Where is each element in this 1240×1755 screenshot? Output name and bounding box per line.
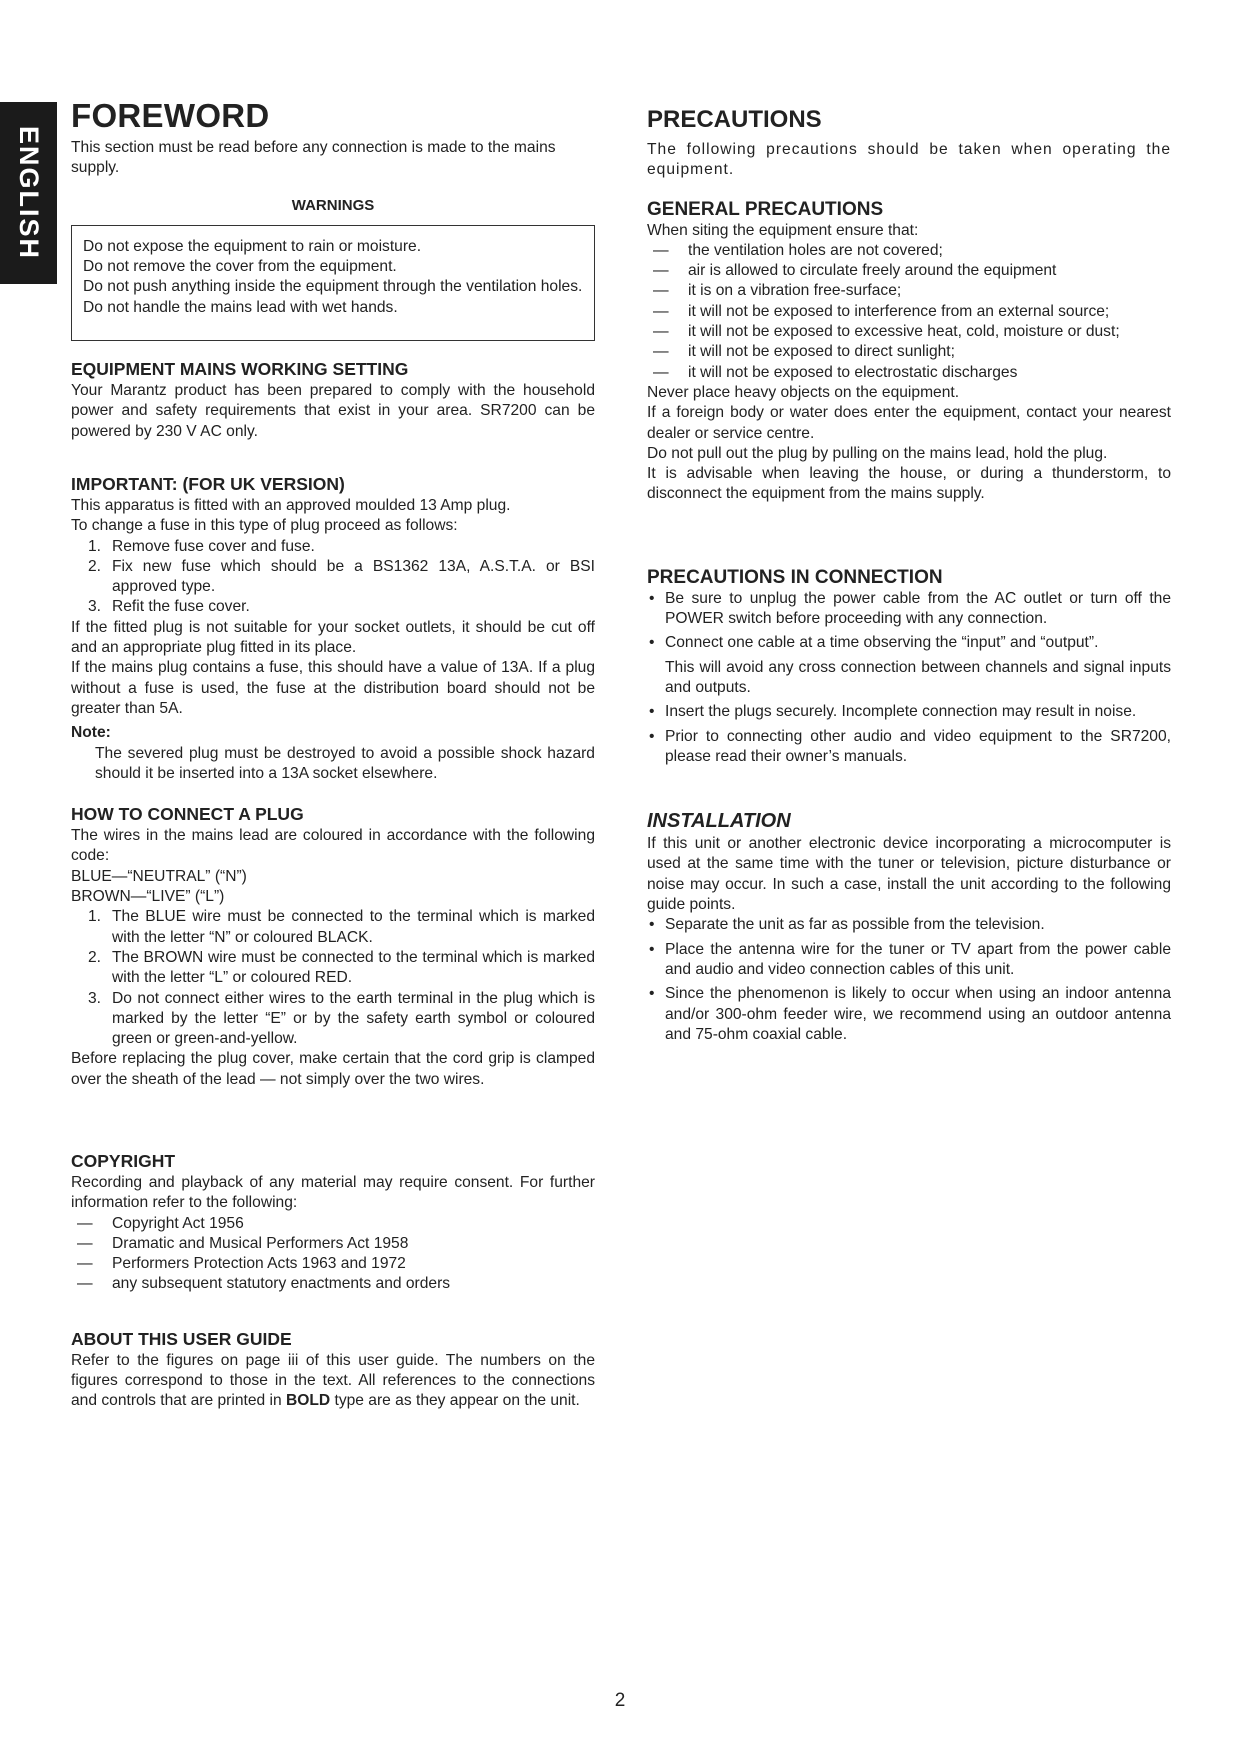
uk-version-intro1: This apparatus is fitted with an approved moulded 13 Amp plug.	[71, 496, 511, 514]
wire-blue: BLUE—“NEUTRAL” (“N”)	[71, 867, 247, 885]
warning-line: Do not push anything inside the equipment through the ventilation holes.	[83, 278, 583, 296]
list-item: • Be sure to unplug the power cable from the AC outlet or turn off the POWER switch before proceeding with any connection.	[649, 589, 1171, 628]
list-item: 2. The BROWN wire must be connected to the terminal which is marked with the letter “L” or coloured RED.	[87, 948, 595, 987]
uk-version-para2: If the mains plug contains a fuse, this should have a value of 13A. If a plug without a fuse is used, the fuse at the distribution board should not be greater than 5A.	[71, 659, 595, 717]
general-para: Never place heavy objects on the equipment.	[647, 383, 960, 401]
general-para: It is advisable when leaving the house, or during a thunderstorm, to disconnect the equipment from the mains supply.	[647, 465, 1171, 503]
installation-intro: If this unit or another electronic device incorporating a microcomputer is used at the same time with the tuner or television, picture disturbance or noise may occur. In such a case, install the unit according to the following guide points.	[647, 835, 1171, 914]
note-text: The severed plug must be destroyed to avoid a possible shock hazard should it be inserted into a 13A socket elsewhere.	[95, 744, 595, 782]
mains-setting-title: EQUIPMENT MAINS WORKING SETTING	[71, 359, 409, 380]
right-column	[647, 96, 1171, 1049]
list-item: 1. The BLUE wire must be connected to the terminal which is marked with the letter “N” or coloured BLACK.	[87, 908, 595, 946]
general-para: Do not pull out the plug by pulling on the mains lead, hold the plug.	[647, 444, 1108, 462]
warnings-title: WARNINGS	[291, 196, 375, 214]
connect-plug-outro: Before replacing the plug cover, make certain that the cord grip is clamped over the sheath of the lead — not simply over the two wires.	[71, 1050, 595, 1088]
fuse-steps-list	[71, 537, 595, 618]
copyright-intro: Recording and playback of any material may require consent. For further information refer to the following:	[71, 1173, 595, 1212]
general-list	[647, 241, 1171, 383]
installation-list	[647, 915, 1171, 1045]
list-item: — it will not be exposed to excessive heat, cold, moisture or dust;	[653, 323, 1120, 341]
list-item: — Performers Protection Acts 1963 and 1972	[77, 1255, 406, 1273]
list-item: • Prior to connecting other audio and video equipment to the SR7200, please read their owner’s manuals.	[649, 727, 1171, 765]
wire-steps-list	[71, 907, 595, 1049]
page-number: 2	[614, 1690, 626, 1711]
list-item: • Insert the plugs securely. Incomplete connection may result in noise.	[649, 703, 1137, 721]
list-item: — it will not be exposed to electrostatic discharges	[653, 363, 1018, 381]
left-column	[71, 96, 595, 1412]
list-item: 3. Refit the fuse cover.	[87, 598, 250, 616]
list-item: • Separate the unit as far as possible from the television.	[649, 916, 1045, 934]
list-item: — it is on a vibration free-surface;	[653, 282, 902, 300]
bold-word: BOLD	[285, 1392, 331, 1410]
general-precautions-title: GENERAL PRECAUTIONS	[647, 198, 884, 220]
general-intro: When siting the equipment ensure that:	[647, 221, 919, 239]
general-para: If a foreign body or water does enter the equipment, contact your nearest dealer or service centre.	[647, 404, 1171, 442]
list-item: — Dramatic and Musical Performers Act 1958	[77, 1234, 409, 1252]
installation-title: INSTALLATION	[647, 810, 791, 833]
uk-version-para1: If the fitted plug is not suitable for your socket outlets, it should be cut off and an appropriate plug fitted in its place.	[71, 618, 595, 657]
user-guide-text: Refer to the figures on page iii of this user guide. The numbers on the figures correspond to those in the text. All references to the connections and controls that are printed in BOLD type are as they appear on the unit.	[71, 1351, 595, 1410]
user-guide-title: ABOUT THIS USER GUIDE	[71, 1328, 292, 1349]
warning-line: Do not handle the mains lead with wet hands.	[83, 298, 398, 316]
wire-brown: BROWN—“LIVE” (“L”)	[71, 888, 225, 906]
language-tab	[0, 102, 57, 284]
copyright-list	[71, 1214, 595, 1295]
connection-item-extra: This will avoid any cross connection between channels and signal inputs and outputs.	[665, 658, 1171, 696]
connect-plug-intro: The wires in the mains lead are coloured in accordance with the following code:	[71, 827, 595, 865]
list-item: • Since the phenomenon is likely to occur when using an indoor antenna and/or 300-ohm feeder wire, we recommend using an outdoor antenna and 75-ohm coaxial cable.	[649, 985, 1171, 1043]
list-item: 3. Do not connect either wires to the earth terminal in the plug which is marked by the letter “E” or by the safety earth symbol or coloured green or green-and-yellow.	[87, 989, 595, 1048]
connect-plug-title: HOW TO CONNECT A PLUG	[71, 804, 304, 825]
precautions-intro: The following precautions should be taken when operating the equipment.	[647, 141, 1171, 179]
list-item: 1. Remove fuse cover and fuse.	[87, 537, 315, 555]
list-item: • Place the antenna wire for the tuner or TV apart from the power cable and audio and video connection cables of this unit.	[649, 940, 1171, 978]
connection-list	[647, 589, 1171, 767]
copyright-title: COPYRIGHT	[71, 1150, 176, 1171]
list-item: — Copyright Act 1956	[77, 1214, 244, 1232]
list-item: — air is allowed to circulate freely around the equipment	[653, 262, 1057, 280]
precautions-title: PRECAUTIONS	[647, 106, 822, 133]
list-item: 2. Fix new fuse which should be a BS1362 13A, A.S.T.A. or BSI approved type.	[87, 557, 595, 596]
foreword-intro: This section must be read before any connection is made to the mains supply.	[71, 139, 556, 177]
warning-line: Do not remove the cover from the equipment.	[83, 258, 397, 276]
uk-version-intro2: To change a fuse in this type of plug proceed as follows:	[71, 517, 458, 535]
foreword-title: FOREWORD	[71, 97, 270, 134]
language-tab-label: ENGLISH	[14, 125, 44, 260]
list-item: — it will not be exposed to direct sunlight;	[653, 343, 955, 361]
list-item: • Connect one cable at a time observing the “input” and “output”. This will avoid any cross connection between channels and signal inputs and outputs.	[647, 633, 1171, 698]
warning-line: Do not expose the equipment to rain or moisture.	[83, 237, 422, 255]
list-item: — any subsequent statutory enactments and orders	[77, 1275, 451, 1293]
list-item: — it will not be exposed to interference from an external source;	[653, 302, 1110, 320]
note-label: Note:	[71, 724, 111, 742]
mains-setting-text: Your Marantz product has been prepared to comply with the household power and safety requirements that exist in your area. SR7200 can be powered by 230 V AC only.	[71, 382, 595, 440]
uk-version-title: IMPORTANT: (FOR UK VERSION)	[71, 473, 345, 494]
list-item: — the ventilation holes are not covered;	[653, 241, 943, 259]
warnings-box	[71, 225, 595, 341]
connection-precautions-title: PRECAUTIONS IN CONNECTION	[647, 566, 943, 588]
